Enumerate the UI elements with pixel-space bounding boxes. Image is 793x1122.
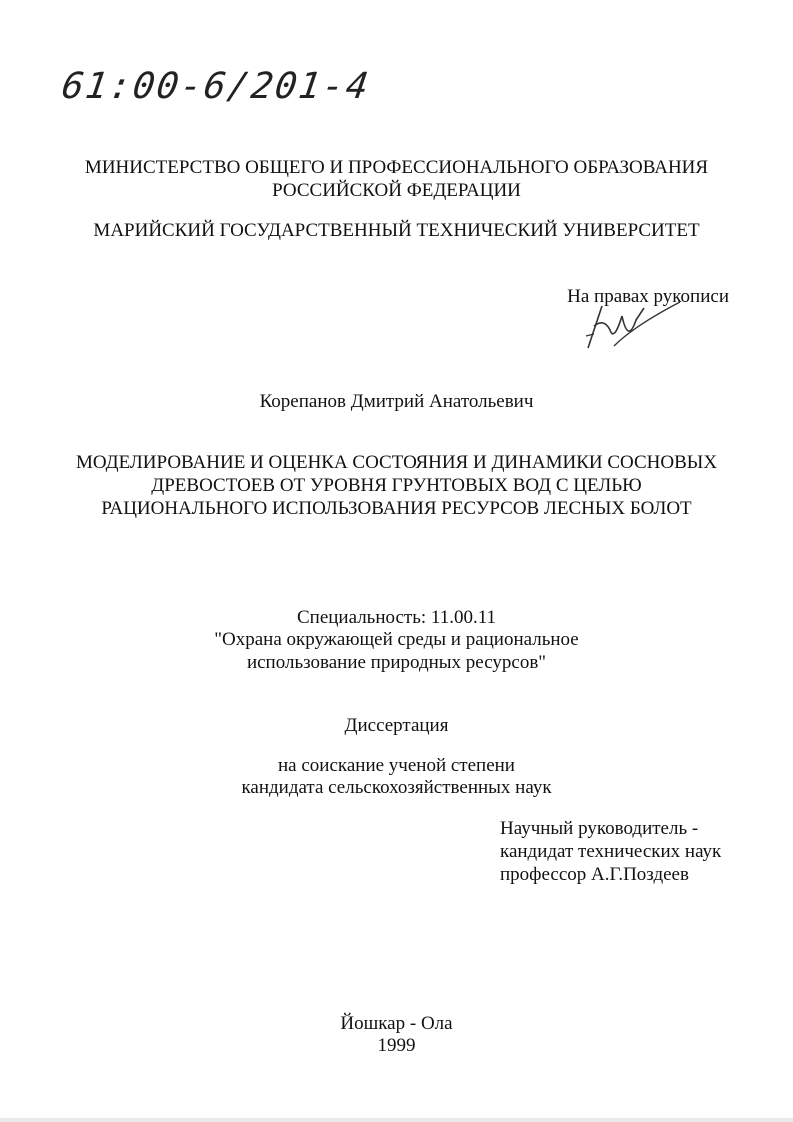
document-type: Диссертация bbox=[344, 715, 449, 736]
title-line-3: РАЦИОНАЛЬНОГО ИСПОЛЬЗОВАНИЯ РЕСУРСОВ ЛЕСНЫХ БОЛОТ bbox=[101, 498, 692, 519]
university-name: МАРИЙСКИЙ ГОСУДАРСТВЕННЫЙ ТЕХНИЧЕСКИЙ УНИВЕРСИТЕТ bbox=[93, 220, 700, 241]
author-name: Корепанов Дмитрий Анатольевич bbox=[259, 391, 534, 412]
title-line-2: ДРЕВОСТОЕВ ОТ УРОВНЯ ГРУНТОВЫХ ВОД С ЦЕЛЬЮ bbox=[151, 475, 642, 496]
supervisor-block bbox=[500, 817, 721, 886]
city: Йошкар - Ола bbox=[340, 1013, 453, 1034]
ministry-line-2: РОССИЙСКОЙ ФЕДЕРАЦИИ bbox=[272, 180, 521, 201]
manuscript-note: На правах рукописи bbox=[567, 286, 729, 307]
supervisor-line-3: профессор А.Г.Поздеев bbox=[500, 864, 689, 885]
year: 1999 bbox=[377, 1035, 416, 1056]
supervisor-line-2: кандидат технических наук bbox=[500, 841, 722, 862]
specialty-name-line-1: "Охрана окружающей среды и рациональное bbox=[214, 629, 579, 650]
signature-image bbox=[584, 296, 684, 356]
specialty-name-line-2: использование природных ресурсов" bbox=[246, 652, 547, 673]
scan-edge bbox=[0, 1118, 793, 1122]
archive-number: 61:00-6/201-4 bbox=[59, 66, 373, 107]
degree-line-2: кандидата сельскохозяйственных наук bbox=[241, 777, 552, 798]
degree-line-1: на соискание ученой степени bbox=[278, 755, 515, 776]
supervisor-line-1: Научный руководитель - bbox=[500, 818, 699, 839]
title-line-1: МОДЕЛИРОВАНИЕ И ОЦЕНКА СОСТОЯНИЯ И ДИНАМИКИ СОСНОВЫХ bbox=[75, 452, 718, 473]
specialty-code: Специальность: 11.00.11 bbox=[296, 607, 497, 628]
ministry-line-1: МИНИСТЕРСТВО ОБЩЕГО И ПРОФЕССИОНАЛЬНОГО ОБРАЗОВАНИЯ bbox=[84, 157, 709, 178]
